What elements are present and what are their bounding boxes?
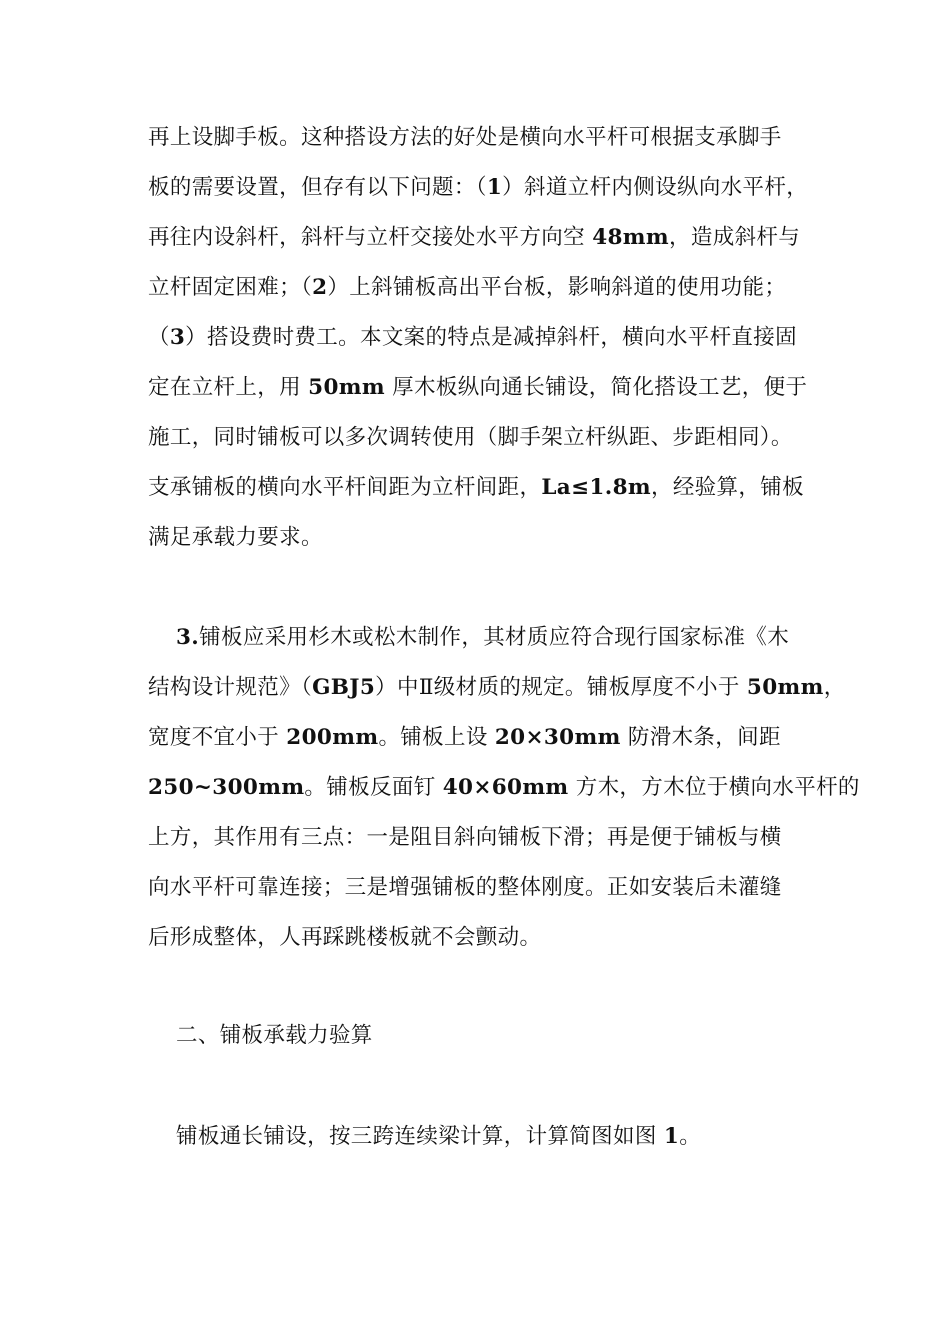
text-line: 上方，其作用有三点：一是阻目斜向铺板下滑；再是便于铺板与横 (148, 825, 782, 850)
text-line: （3）搭设费时费工。本文案的特点是减掉斜杆，横向水平杆直接固 (148, 325, 797, 350)
text-line: 再上设脚手板。这种搭设方法的好处是横向水平杆可根据支承脚手 (148, 125, 782, 150)
section-heading: 二、铺板承载力验算 (176, 1023, 373, 1048)
text-line: 施工，同时铺板可以多次调转使用（脚手架立杆纵距、步距相同）。 (148, 425, 793, 450)
text-line: 立杆固定困难；（2）上斜铺板高出平台板，影响斜道的使用功能； (148, 275, 787, 300)
text-line: 再往内设斜杆，斜杆与立杆交接处水平方向空 48mm，造成斜杆与 (148, 225, 801, 250)
text-line: 支承铺板的横向水平杆间距为立杆间距，La≤1.8m，经验算，铺板 (148, 475, 804, 500)
text-line: 宽度不宜小于 200mm。铺板上设 20×30mm 防滑木条，间距 (148, 725, 781, 750)
text-line: 结构设计规范》（GBJ5）中Ⅱ级材质的规定。铺板厚度不小于 50mm， (148, 675, 846, 700)
text-line: 3.铺板应采用杉木或松木制作，其材质应符合现行国家标准《木 (176, 625, 790, 650)
text-line: 后形成整体，人再踩跳楼板就不会颤动。 (148, 925, 542, 950)
text-line: 定在立杆上，用 50mm 厚木板纵向通长铺设，简化搭设工艺，便于 (148, 375, 808, 400)
text-line: 250~300mm。铺板反面钉 40×60mm 方木，方木位于横向水平杆的 (148, 775, 860, 800)
paragraph-calculation-intro: 铺板通长铺设，按三跨连续梁计算，计算简图如图 1。 (176, 1124, 702, 1149)
text-line: 板的需要设置，但存有以下问题：（1）斜道立杆内侧设纵向水平杆， (148, 175, 809, 200)
text-line: 满足承载力要求。 (148, 525, 323, 550)
text-line: 向水平杆可靠连接；三是增强铺板的整体刚度。正如安装后未灌缝 (148, 875, 782, 900)
